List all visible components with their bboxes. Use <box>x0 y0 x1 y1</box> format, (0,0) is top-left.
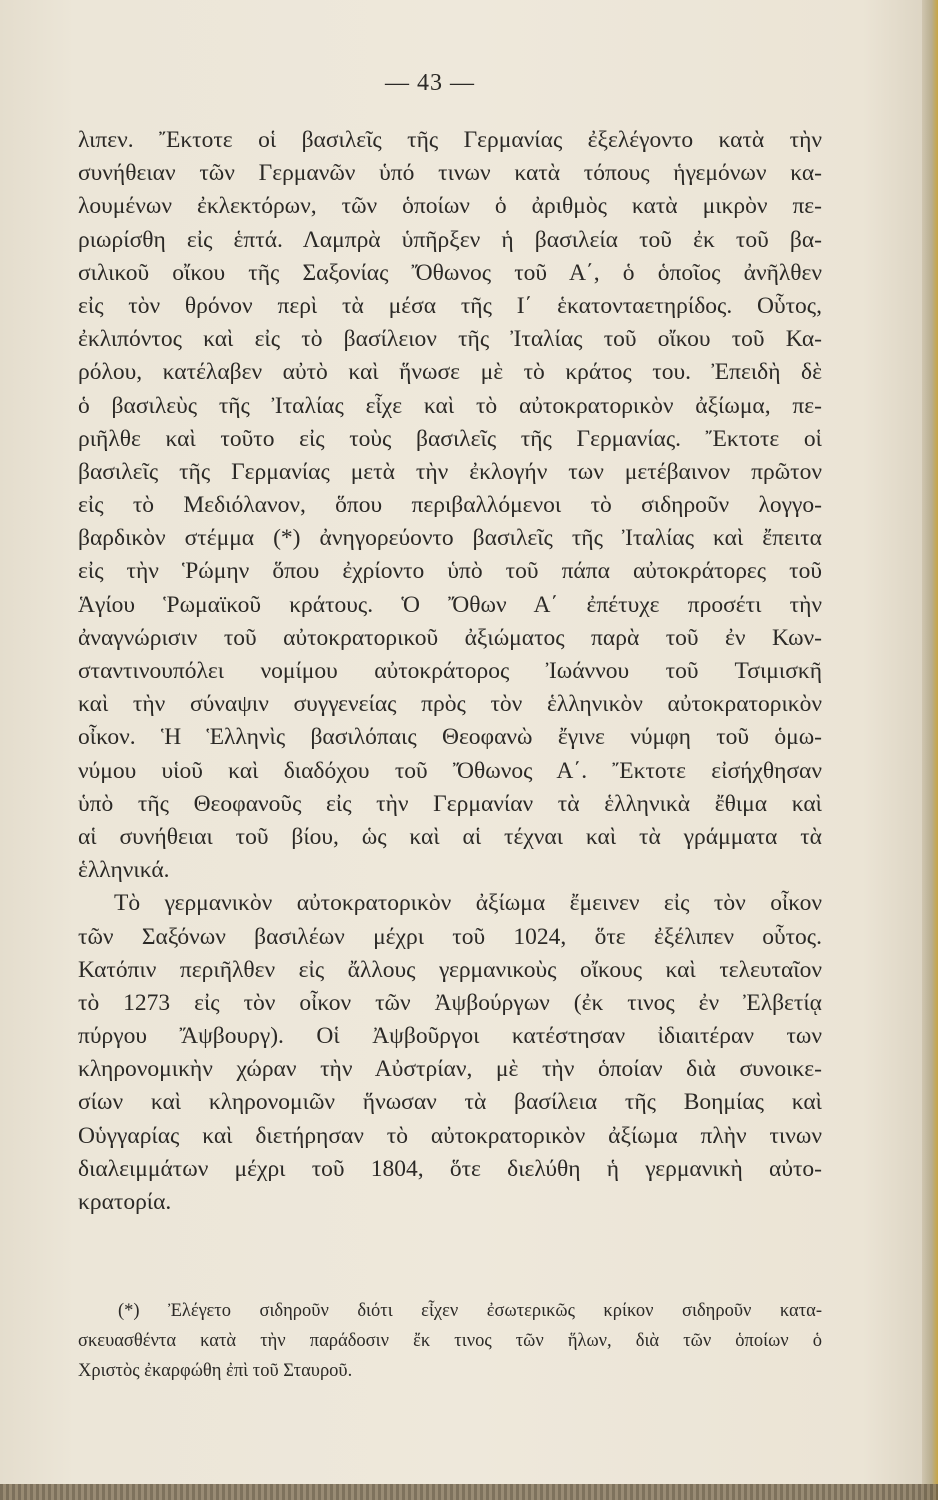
text-line: σίων καὶ κληρονομιῶν ἥνωσαν τὰ βασίλεια τῆς Βοημίας καὶ <box>78 1089 822 1116</box>
footnote <box>78 1296 822 1386</box>
text-line: Κατόπιν περιῆλθεν εἰς ἄλλους γερμανικοὺς οἴκους καὶ τελευταῖον <box>78 956 822 983</box>
page-edge <box>922 0 938 1500</box>
footnote-line: (*) Ἐλέγετο σιδηροῦν διότι εἶχεν ἐσωτερικῶς κρίκον σιδηροῦν κατα- <box>118 1301 822 1321</box>
text-line: ἐκλιπόντος καὶ εἰς τὸ βασίλειον τῆς Ἰταλίας τοῦ οἴκου τοῦ Κα- <box>78 326 822 353</box>
text-line: πύργου Ἄψβουργ). Οἱ Ἀψβοῦργοι κατέστησαν ἰδιαιτέραν των <box>78 1023 822 1050</box>
text-line: ριῆλθε καὶ τοῦτο εἰς τοὺς βασιλεῖς τῆς Γερμανίας. Ἔκτοτε οἱ <box>78 425 822 452</box>
text-line: σιλικοῦ οἴκου τῆς Σαξονίας Ὄθωνος τοῦ Α΄, ὁ ὁποῖος ἀνῆλθεν <box>78 259 822 286</box>
text-line: λιπεν. Ἔκτοτε οἱ βασιλεῖς τῆς Γερμανίας ἐξελέγοντο κατὰ τὴν <box>78 127 822 153</box>
text-line: κληρονομικὴν χώραν τὴν Αὐστρίαν, μὲ τὴν ὁποίαν διὰ συνοικε- <box>78 1056 822 1083</box>
text-line: εἰς τὴν Ῥώμην ὅπου ἐχρίοντο ὑπὸ τοῦ πάπα αὐτοκράτορες τοῦ <box>78 558 822 585</box>
text-line: Οὑγγαρίας καὶ διετήρησαν τὸ αὐτοκρατορικὸν ἀξίωμα πλὴν τινων <box>78 1122 822 1149</box>
text-line: ὁ βασιλεὺς τῆς Ἰταλίας εἶχε καὶ τὸ αὐτοκρατορικὸν ἀξίωμα, πε- <box>78 392 822 419</box>
text-line: συνήθειαν τῶν Γερμανῶν ὑπό τινων κατὰ τόπους ἡγεμόνων κα- <box>78 160 822 187</box>
text-line: ριωρίσθη εἰς ἑπτά. Λαμπρὰ ὑπῆρξεν ἡ βασιλεία τοῦ ἐκ τοῦ βα- <box>78 226 822 253</box>
text-line: σταντινουπόλει νομίμου αὐτοκράτορος Ἰωάννου τοῦ Τσιμισκῆ <box>78 658 822 684</box>
page-number: — 43 — <box>385 70 475 96</box>
text-line: ἀναγνώρισιν τοῦ αὐτοκρατορικοῦ ἀξιώματος παρὰ τοῦ ἐν Κων- <box>78 624 822 651</box>
page-bottom-edge <box>0 1484 938 1500</box>
text-line: διαλειμμάτων μέχρι τοῦ 1804, ὅτε διελύθη ἡ γερμανικὴ αὐτο- <box>78 1155 822 1182</box>
text-line: οἶκον. Ἡ Ἑλληνὶς βασιλόπαις Θεοφανὼ ἔγινε νύμφη τοῦ ὁμω- <box>78 724 822 751</box>
footnote-line: σκευασθέντα κατὰ τὴν παράδοσιν ἔκ τινος τῶν ἥλων, διὰ τῶν ὁποίων ὁ <box>78 1331 822 1351</box>
text-line: ρόλου, κατέλαβεν αὐτὸ καὶ ἥνωσε μὲ τὸ κράτος του. Ἐπειδὴ δὲ <box>78 359 822 386</box>
text-line: ἑλληνικά. <box>78 857 170 884</box>
text-line: λουμένων ἐκλεκτόρων, τῶν ὁποίων ὁ ἀριθμὸς κατὰ μικρὸν πε- <box>78 193 822 220</box>
footnote-line: Χριστὸς ἐκαρφώθη ἐπὶ τοῦ Σταυροῦ. <box>78 1361 353 1381</box>
text-line: καὶ τὴν σύναψιν συγγενείας πρὸς τὸν ἑλληνικὸν αὐτοκρατορικὸν <box>78 691 822 718</box>
text-line: τῶν Σαξόνων βασιλέων μέχρι τοῦ 1024, ὅτε ἐξέλιπεν οὗτος. <box>78 923 822 950</box>
text-line: τὸ 1273 εἰς τὸν οἶκον τῶν Ἀψβούργων (ἐκ τινος ἐν Ἐλβετίᾳ <box>78 989 822 1016</box>
text-line: αἱ συνήθειαι τοῦ βίου, ὡς καὶ αἱ τέχναι καὶ τὰ γράμματα τὰ <box>78 823 822 850</box>
text-line: εἰς τὸν θρόνον περὶ τὰ μέσα τῆς Ι΄ ἑκατονταετηρίδος. Οὗτος, <box>78 292 822 319</box>
text-line: Ἁγίου Ῥωμαϊκοῦ κράτους. Ὁ Ὄθων Α΄ ἐπέτυχε προσέτι τὴν <box>78 591 822 618</box>
text-line: Τὸ γερμανικὸν αὐτοκρατορικὸν ἀξίωμα ἔμεινεν εἰς τὸν οἶκον <box>114 890 822 917</box>
text-line: ὑπὸ τῆς Θεοφανοῦς εἰς τὴν Γερμανίαν τὰ ἑλληνικὰ ἔθιμα καὶ <box>78 790 822 817</box>
text-line: εἰς τὸ Μεδιόλανον, ὅπου περιβαλλόμενοι τὸ σιδηροῦν λογγο- <box>78 492 822 519</box>
body-text <box>78 124 822 1219</box>
text-line: κρατορία. <box>78 1189 172 1215</box>
text-line: βαρδικὸν στέμμα (*) ἀνηγορεύοντο βασιλεῖς τῆς Ἰταλίας καὶ ἔπειτα <box>78 525 822 552</box>
text-line: βασιλεῖς τῆς Γερμανίας μετὰ τὴν ἐκλογήν των μετέβαινον πρῶτον <box>78 458 822 485</box>
text-line: νύμου υἱοῦ καὶ διαδόχου τοῦ Ὄθωνος Α΄. Ἔκτοτε εἰσήχθησαν <box>78 757 822 784</box>
